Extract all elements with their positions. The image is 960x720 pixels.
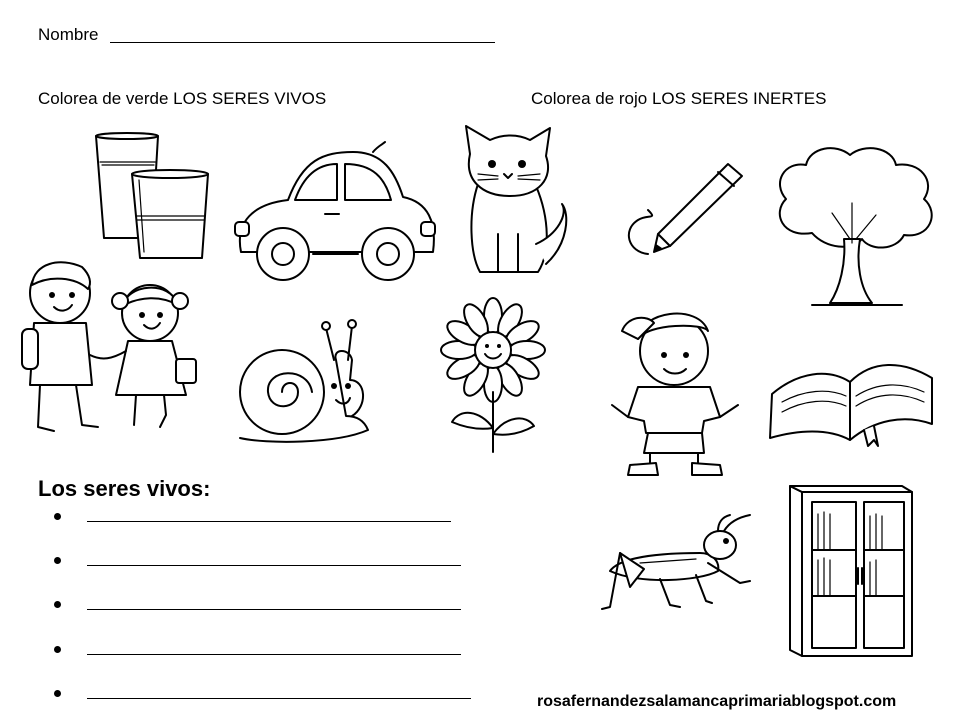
instruction-green: Colorea de verde LOS SERES VIVOS — [38, 89, 327, 108]
book-illustration — [768, 342, 936, 447]
car-illustration — [233, 142, 438, 292]
snail-illustration — [236, 320, 371, 448]
answer-line-5[interactable] — [87, 698, 471, 699]
footer-url: rosafernandezsalamancaprimariablogspot.com — [537, 693, 897, 710]
glasses-of-water-illustration — [92, 130, 212, 265]
name-label: Nombre — [38, 25, 99, 44]
list-title: Los seres vivos: — [38, 476, 211, 501]
flower-illustration — [440, 298, 546, 456]
name-field[interactable] — [110, 42, 495, 43]
pencil-illustration — [618, 160, 748, 260]
bullet-3 — [54, 601, 61, 608]
answer-line-2[interactable] — [87, 565, 461, 566]
boy-illustration — [608, 305, 743, 480]
children-illustration — [20, 255, 200, 440]
bullet-4 — [54, 646, 61, 653]
answer-line-4[interactable] — [87, 654, 461, 655]
bullet-1 — [54, 513, 61, 520]
bookcase-illustration — [786, 484, 921, 664]
answer-line-3[interactable] — [87, 609, 461, 610]
bullet-2 — [54, 557, 61, 564]
grasshopper-illustration — [600, 513, 755, 613]
cat-illustration — [458, 124, 573, 276]
instruction-red: Colorea de rojo LOS SERES INERTES — [531, 89, 827, 108]
answer-line-1[interactable] — [87, 521, 451, 522]
bullet-5 — [54, 690, 61, 697]
tree-illustration — [772, 143, 942, 311]
